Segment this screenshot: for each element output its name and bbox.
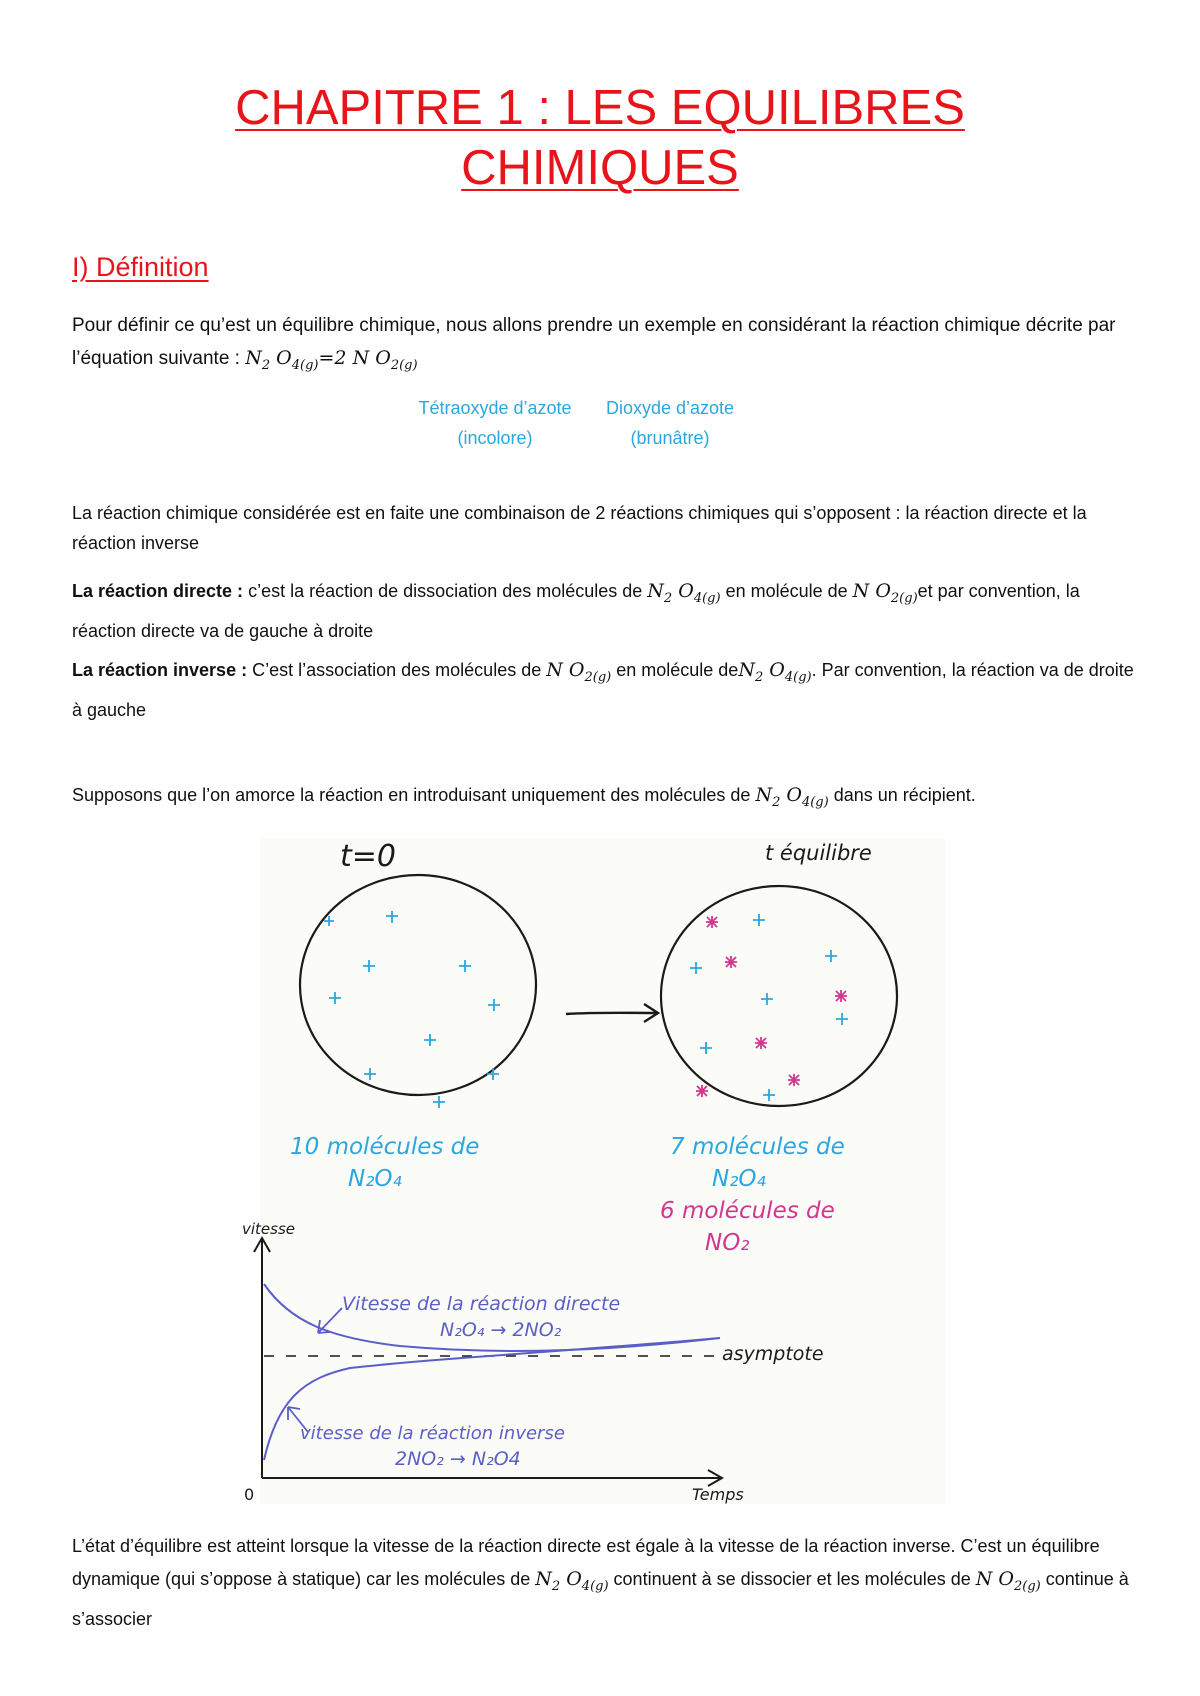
label-n2o4: Tétraoxyde d’azote (incolore): [418, 398, 572, 448]
conclusion-paragraph: L’état d’équilibre est atteint lorsque la vitesse de la réaction directe est égale à la vitesse de la réaction inverse. C’est un équilibre dynamique (qui s’oppose à statique) car les molécules de $N_2$ $O_{4(g)}$ continuent à se dissocier et les molécules de N $O_{2(g)}$ continue à s’associer: [72, 1536, 1129, 1629]
graph-origin: 0: [244, 1485, 255, 1504]
label-no2: Dioxyde d’azote (brunâtre): [605, 398, 735, 448]
hand-drawn-figure: [242, 838, 946, 1504]
graph-y-label: vitesse: [242, 1220, 296, 1238]
container-start-circle: [300, 875, 536, 1095]
chapter-title-line-2: CHIMIQUES: [461, 141, 739, 195]
section-heading-definition: I) Définition: [72, 252, 209, 282]
container-equilibrium-circle: [661, 886, 897, 1106]
suppose-paragraph: Supposons que l’on amorce la réaction en introduisant uniquement des molécules de $N_2$ $O_{4(g)}$ dans un récipient.: [72, 784, 976, 810]
transition-arrow: [566, 1004, 658, 1022]
graph-x-axis: [262, 1470, 722, 1486]
caption-eq-line-1: 7 molécules de: [670, 1134, 845, 1160]
t0-label: t=0: [340, 839, 396, 874]
graph-y-axis: [254, 1238, 270, 1478]
inverse-curve-label-2: 2NO₂ → N₂O4: [395, 1448, 521, 1470]
graph-x-label: Temps: [692, 1485, 744, 1504]
asymptote-label: asymptote: [722, 1343, 824, 1365]
caption-eq-line-2: N₂O₄: [712, 1166, 766, 1192]
direct-reaction-paragraph: La réaction directe : c’est la réaction de dissociation des molécules de $N_2$ $O_{4(g)}$ en molécule de N $O_{2(g)}et$ par convention, la réaction directe va de gauche à droite: [72, 580, 1080, 641]
caption-start-line-1: 10 molécules de: [290, 1134, 480, 1160]
inverse-reaction-paragraph: La réaction inverse : C’est l’association des molécules de N $O_{2(g)}$ en molécule deN$_2$ $O_{4(g)}$. Par convention, la réaction va de droite à gauche: [72, 659, 1134, 720]
n2o4-molecules-start: [324, 911, 500, 1108]
caption-eq-line-3: 6 molécules de: [660, 1198, 835, 1224]
reaction-equation: $N_2$ $O_{4(g)}=2$ N $O_{2(g)}$: [245, 347, 418, 373]
direct-curve-label-2: N₂O₄ → 2NO₂: [440, 1319, 562, 1341]
equilibrium-label: t équilibre: [765, 841, 872, 865]
n2o4-molecules-equilibrium: [690, 914, 848, 1101]
intro-paragraph: Pour définir ce qu’est un équilibre chimique, nous allons prendre un exemple en considérant la réaction chimique décrite par l’équation suivante : $N_2$ $O_{4(g)}=2$ N $O_{2(g)}$: [72, 315, 1116, 373]
no2-molecules-equilibrium: [696, 916, 847, 1097]
chapter-title: [0, 78, 1200, 198]
chapter-title-line-1: CHAPITRE 1 : LES EQUILIBRES: [235, 81, 965, 135]
caption-start-line-2: N₂O₄: [348, 1166, 402, 1192]
inverse-curve-label-1: vitesse de la réaction inverse: [300, 1423, 565, 1444]
combination-paragraph: La réaction chimique considérée est en faite une combinaison de 2 réactions chimiques qui s’opposent : la réaction directe et la réaction inverse: [72, 503, 1087, 553]
direct-curve-label-1: Vitesse de la réaction directe: [342, 1293, 621, 1315]
direct-label-arrow: [318, 1308, 342, 1333]
caption-eq-line-4: NO₂: [705, 1230, 750, 1256]
